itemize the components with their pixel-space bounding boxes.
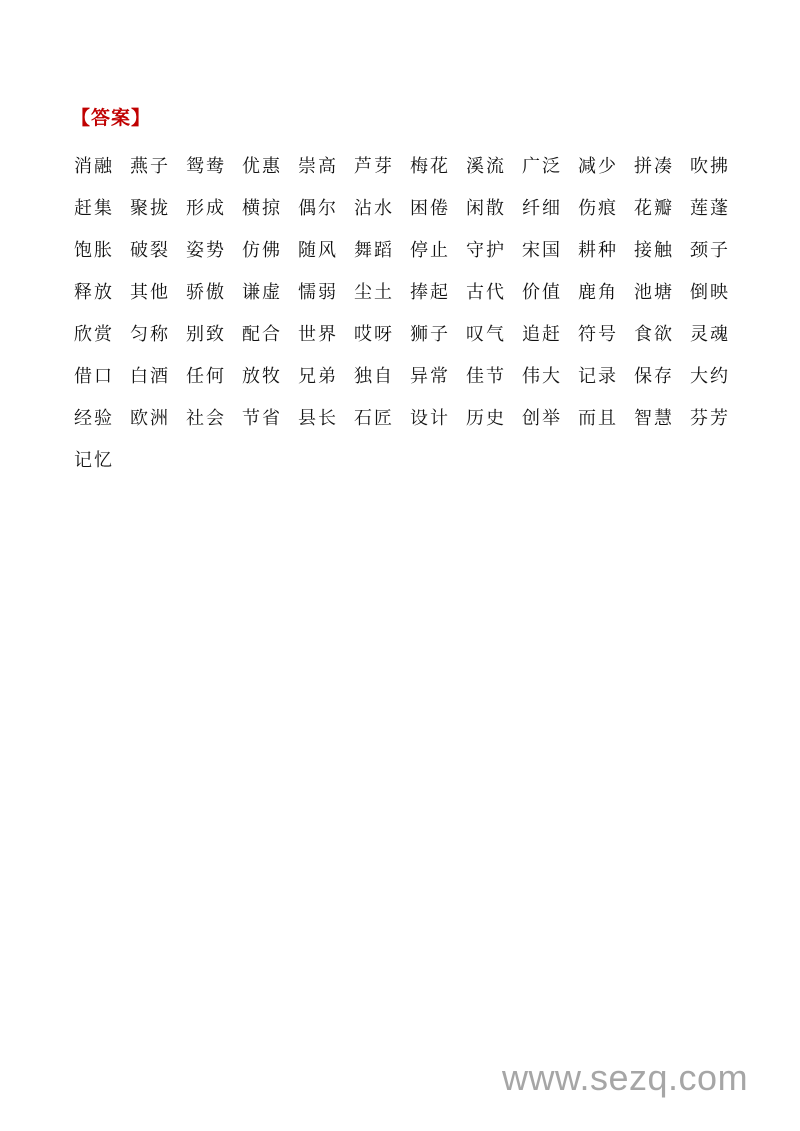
word: 借口 <box>74 366 114 387</box>
word: 芬芳 <box>690 408 730 429</box>
word: 历史 <box>466 408 506 429</box>
word: 困倦 <box>410 198 450 219</box>
word-row <box>74 272 754 314</box>
word: 优惠 <box>242 156 282 177</box>
word: 欧洲 <box>130 408 170 429</box>
word: 破裂 <box>130 240 170 261</box>
word: 仿佛 <box>242 240 282 261</box>
word-grid <box>74 146 754 482</box>
word: 崇高 <box>298 156 338 177</box>
word-row <box>74 398 754 440</box>
word: 哎呀 <box>354 324 394 345</box>
word: 伤痕 <box>578 198 618 219</box>
word: 灵魂 <box>690 324 730 345</box>
word: 大约 <box>690 366 730 387</box>
word: 颈子 <box>690 240 730 261</box>
word: 花瓣 <box>634 198 674 219</box>
word: 沾水 <box>354 198 394 219</box>
word: 拼凑 <box>634 156 674 177</box>
word: 世界 <box>298 324 338 345</box>
word: 放牧 <box>242 366 282 387</box>
word: 鹿角 <box>578 282 618 303</box>
word-row <box>74 314 754 356</box>
word: 横掠 <box>242 198 282 219</box>
word: 饱胀 <box>74 240 114 261</box>
word: 记录 <box>578 366 618 387</box>
word: 减少 <box>578 156 618 177</box>
word: 广泛 <box>522 156 562 177</box>
word: 古代 <box>466 282 506 303</box>
word: 捧起 <box>410 282 450 303</box>
word: 赶集 <box>74 198 114 219</box>
word: 吹拂 <box>690 156 730 177</box>
word: 而且 <box>578 408 618 429</box>
word: 宋国 <box>522 240 562 261</box>
word: 守护 <box>466 240 506 261</box>
word-row <box>74 188 754 230</box>
word: 配合 <box>242 324 282 345</box>
word: 追赶 <box>522 324 562 345</box>
word: 叹气 <box>466 324 506 345</box>
word-row <box>74 356 754 398</box>
word: 异常 <box>410 366 450 387</box>
word: 舞蹈 <box>354 240 394 261</box>
word: 白酒 <box>130 366 170 387</box>
word: 尘土 <box>354 282 394 303</box>
word: 匀称 <box>130 324 170 345</box>
word: 池塘 <box>634 282 674 303</box>
word: 社会 <box>186 408 226 429</box>
word-row <box>74 440 754 482</box>
word: 价值 <box>522 282 562 303</box>
word: 姿势 <box>186 240 226 261</box>
word: 莲蓬 <box>690 198 730 219</box>
watermark: www.sezq.com <box>502 1057 749 1098</box>
word-row <box>74 146 754 188</box>
word: 伟大 <box>522 366 562 387</box>
word: 节省 <box>242 408 282 429</box>
word: 创举 <box>522 408 562 429</box>
word: 停止 <box>410 240 450 261</box>
word: 倒映 <box>690 282 730 303</box>
word: 梅花 <box>410 156 450 177</box>
word: 任何 <box>186 366 226 387</box>
word: 闲散 <box>466 198 506 219</box>
word: 芦芽 <box>354 156 394 177</box>
word: 形成 <box>186 198 226 219</box>
word: 释放 <box>74 282 114 303</box>
word: 佳节 <box>466 366 506 387</box>
word: 石匠 <box>354 408 394 429</box>
word: 骄傲 <box>186 282 226 303</box>
word: 兄弟 <box>298 366 338 387</box>
answer-heading: 【答案】 <box>71 107 152 129</box>
word: 经验 <box>74 408 114 429</box>
word: 懦弱 <box>298 282 338 303</box>
word: 消融 <box>74 156 114 177</box>
word: 谦虚 <box>242 282 282 303</box>
word: 接触 <box>634 240 674 261</box>
word: 设计 <box>410 408 450 429</box>
word-row <box>74 230 754 272</box>
word: 其他 <box>130 282 170 303</box>
word: 鸳鸯 <box>186 156 226 177</box>
word: 县长 <box>298 408 338 429</box>
word: 燕子 <box>130 156 170 177</box>
word: 耕种 <box>578 240 618 261</box>
word: 狮子 <box>410 324 450 345</box>
word: 记忆 <box>74 450 114 471</box>
word: 纤细 <box>522 198 562 219</box>
word: 食欲 <box>634 324 674 345</box>
word: 溪流 <box>466 156 506 177</box>
word: 别致 <box>186 324 226 345</box>
word: 保存 <box>634 366 674 387</box>
word: 偶尔 <box>298 198 338 219</box>
word: 独自 <box>354 366 394 387</box>
word: 智慧 <box>634 408 674 429</box>
word: 符号 <box>578 324 618 345</box>
word: 聚拢 <box>130 198 170 219</box>
word: 欣赏 <box>74 324 114 345</box>
word: 随风 <box>298 240 338 261</box>
